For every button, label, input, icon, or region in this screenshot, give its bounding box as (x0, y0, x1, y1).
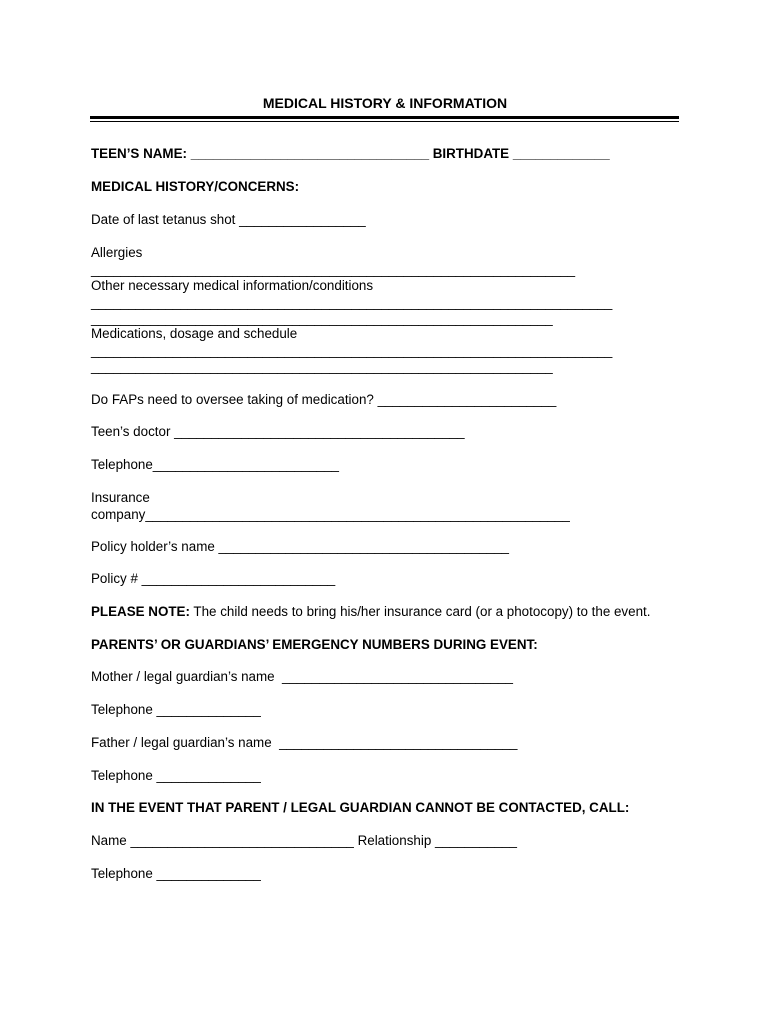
mother-telephone-field[interactable]: Telephone ______________ (91, 702, 261, 717)
medical-history-heading: MEDICAL HISTORY/CONCERNS: (91, 179, 300, 194)
birthdate-field[interactable]: _____________ (509, 146, 610, 161)
policy-number-field[interactable]: Policy # __________________________ (91, 571, 336, 586)
please-note-text: The child needs to bring his/her insurance card (or a photocopy) to the event. (189, 604, 651, 619)
other-info-line-2[interactable]: ______________________________________________________________ (91, 311, 553, 326)
medications-label: Medications, dosage and schedule (91, 326, 298, 341)
doctor-field[interactable]: Teen’s doctor _______________________________________ (91, 424, 465, 439)
father-name-field[interactable]: Father / legal guardian’s name ________________________________ (91, 735, 518, 750)
mother-name-field[interactable]: Mother / legal guardian’s name _______________________________ (91, 669, 513, 684)
please-note-label: PLEASE NOTE: (91, 604, 190, 619)
teen-name-field[interactable]: ________________________________ (186, 146, 433, 161)
tetanus-field[interactable]: Date of last tetanus shot _________________ (91, 212, 366, 227)
allergies-label: Allergies (91, 245, 143, 260)
contact-name-relationship-field[interactable]: Name ______________________________ Relationship ___________ (91, 833, 517, 848)
form-title: MEDICAL HISTORY & INFORMATION (262, 95, 508, 111)
father-telephone-field[interactable]: Telephone ______________ (91, 768, 261, 783)
teen-name-row (91, 146, 610, 162)
insurance-label: Insurance (91, 490, 150, 505)
medications-line-1[interactable]: ______________________________________________________________________ (91, 343, 613, 358)
insurance-company-field[interactable]: company_________________________________________________________ (91, 507, 570, 522)
title-rule-thick (90, 116, 679, 119)
other-info-label: Other necessary medical information/conditions (91, 278, 374, 293)
emergency-numbers-heading: PARENTS’ OR GUARDIANS’ EMERGENCY NUMBERS DURING EVENT: (91, 637, 538, 652)
faps-field[interactable]: Do FAPs need to oversee taking of medication? ________________________ (91, 392, 557, 407)
allergies-line[interactable]: _________________________________________________________________ (91, 262, 576, 277)
please-note (91, 604, 650, 620)
birthdate-label: BIRTHDATE (432, 146, 510, 161)
policy-holder-field[interactable]: Policy holder’s name _______________________________________ (91, 539, 509, 554)
telephone-field[interactable]: Telephone_________________________ (91, 457, 339, 472)
title-rule-thin (90, 121, 679, 122)
teen-name-label: TEEN’S NAME: (91, 146, 187, 161)
medications-line-2[interactable]: ______________________________________________________________ (91, 359, 553, 374)
contact-telephone-field[interactable]: Telephone ______________ (91, 866, 261, 881)
other-info-line-1[interactable]: ______________________________________________________________________ (91, 295, 613, 310)
alternate-contact-heading: IN THE EVENT THAT PARENT / LEGAL GUARDIAN CANNOT BE CONTACTED, CALL: (91, 800, 630, 815)
